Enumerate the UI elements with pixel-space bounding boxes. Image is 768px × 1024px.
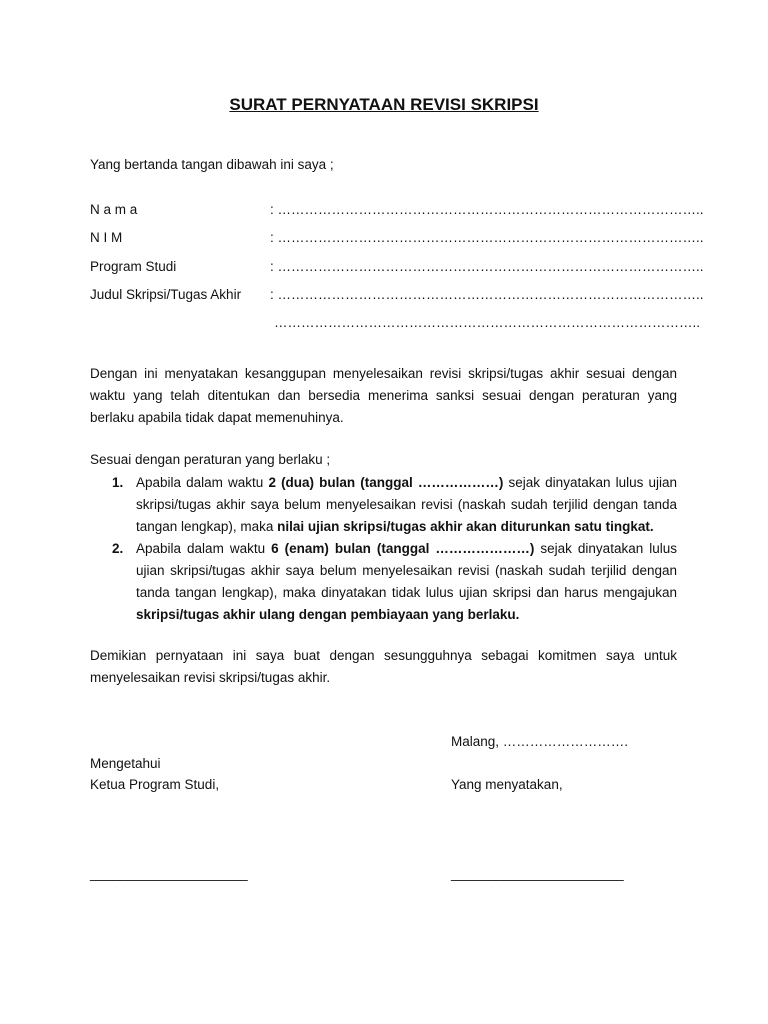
place-date: Malang, ………………………. xyxy=(451,734,629,749)
statement-paragraph: Dengan ini menyatakan kesanggupan menyelesaikan revisi skripsi/tugas akhir sesuai dengan waktu yang telah ditentukan dan bersedia menerima sanksi sesuai dengan peraturan yang berlaku apabila tidak dapat memenuhinya. xyxy=(90,366,677,425)
rule-text: sejak dinyatakan lulus ujian skripsi/tugas akhir saya belum menyelesaikan revisi (naskah sudah terjilid dengan tanda tangan lengkap), maka dinyatakan tidak lulus ujian skripsi dan harus mengajukan xyxy=(136,541,677,600)
rule-sanction: nilai ujian skripsi/tugas akhir akan diturunkan satu tingkat. xyxy=(277,519,654,534)
closing-paragraph: Demikian pernyataan ini saya buat dengan sesungguhnya sebagai komitmen saya untuk menyelesaikan revisi skripsi/tugas akhir. xyxy=(90,648,677,685)
field-row-nim xyxy=(90,230,704,250)
rule-item-2 xyxy=(90,538,677,626)
rule-deadline: 2 (dua) bulan (tanggal ………………) xyxy=(268,475,504,490)
rule-text: sejak dinyatakan lulus ujian skripsi/tugas akhir saya belum menyelesaikan revisi (naskah sudah terjilid dengan tanda tangan lengkap), maka xyxy=(136,475,678,534)
field-row-judul xyxy=(90,287,704,307)
rule-text: Apabila dalam waktu xyxy=(136,541,272,556)
rule-sanction: skripsi/tugas akhir ulang dengan pembiayaan yang berlaku. xyxy=(136,607,520,622)
right-signature-line: _______________________ xyxy=(451,866,624,881)
left-sign-heading: Mengetahui xyxy=(90,756,161,771)
field-value-nama: : ………………………………………………………………………………….. xyxy=(270,202,704,217)
field-label-program-studi: Program Studi xyxy=(90,259,177,274)
field-value-program-studi: : ………………………………………………………………………………….. xyxy=(270,259,704,274)
rules-list xyxy=(90,472,677,626)
field-value-judul-continuation: ………………………………………………………………………………….. xyxy=(274,315,701,330)
left-signature-line: _____________________ xyxy=(90,866,248,881)
rule-number: 2. xyxy=(112,541,124,556)
field-label-nama: N a m a xyxy=(90,202,138,217)
rule-deadline: 6 (enam) bulan (tanggal …………………) xyxy=(271,541,535,556)
field-value-nim: : ………………………………………………………………………………….. xyxy=(270,230,704,245)
left-sign-role: Ketua Program Studi, xyxy=(90,777,220,792)
rules-intro: Sesuai dengan peraturan yang berlaku ; xyxy=(90,452,331,467)
field-row-program-studi xyxy=(90,259,704,279)
intro-text: Yang bertanda tangan dibawah ini saya ; xyxy=(90,157,334,172)
rule-item-1 xyxy=(90,472,677,538)
rule-text: Apabila dalam waktu xyxy=(136,475,269,490)
field-row-nama xyxy=(90,202,704,222)
document-title: SURAT PERNYATAAN REVISI SKRIPSI xyxy=(229,95,539,114)
rule-number: 1. xyxy=(112,475,124,490)
field-value-judul: : ………………………………………………………………………………….. xyxy=(270,287,704,302)
field-label-judul: Judul Skripsi/Tugas Akhir xyxy=(90,287,242,302)
right-sign-role: Yang menyatakan, xyxy=(451,777,563,792)
field-label-nim: N I M xyxy=(90,230,123,245)
